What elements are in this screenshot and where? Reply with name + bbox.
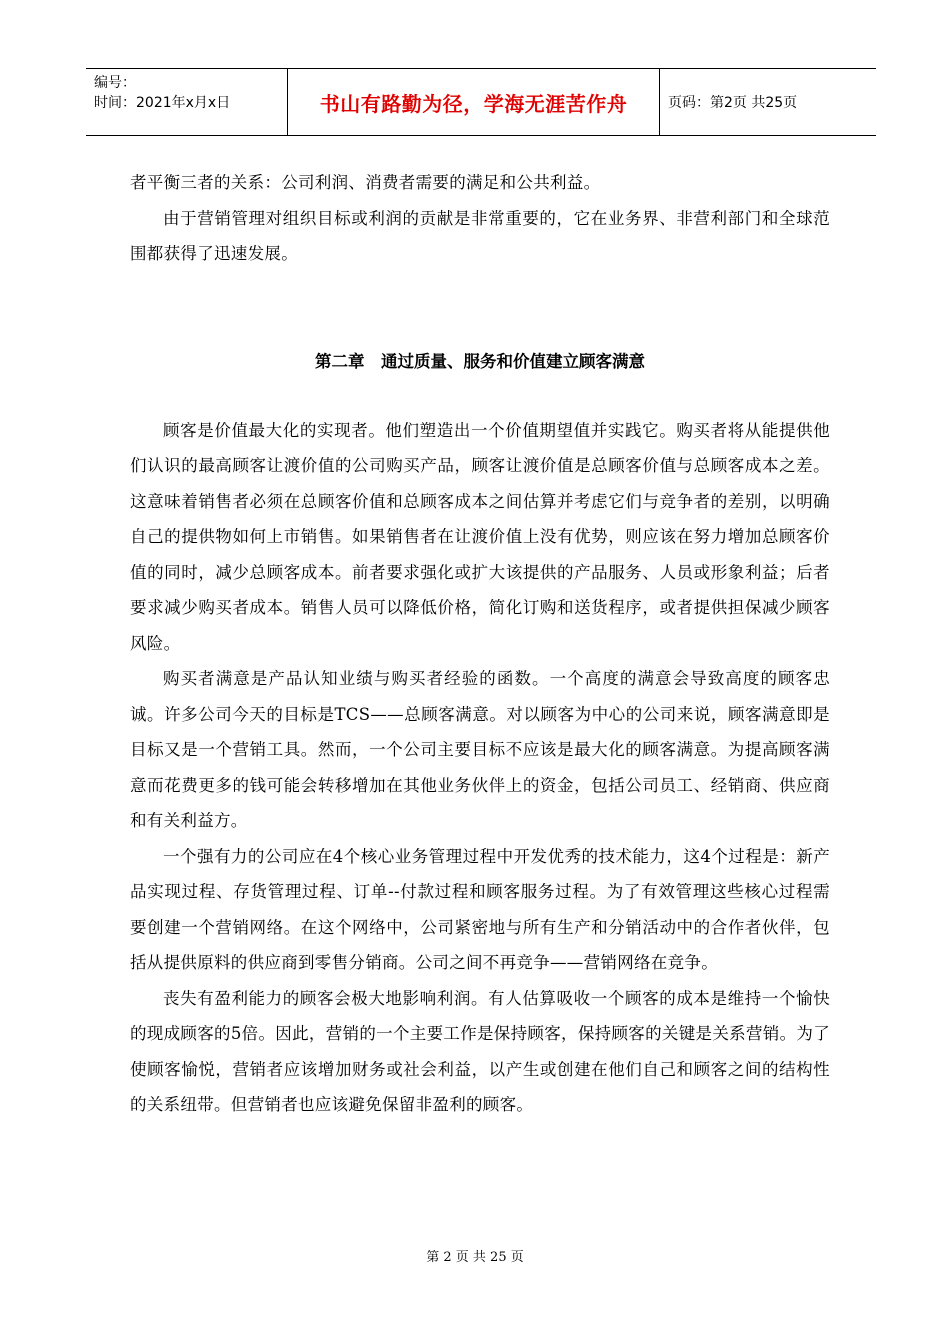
intro-paragraph: 由于营销管理对组织目标或利润的贡献是非常重要的，它在业务界、非营利部门和全球范围都获得了迅速发展。 bbox=[130, 208, 830, 263]
intro-paragraph-continued: 者平衡三者的关系：公司利润、消费者需要的满足和公共利益。 bbox=[130, 173, 601, 192]
page-footer: 第 2 页 共 25 页 bbox=[426, 1250, 524, 1265]
body-paragraph: 丧失有盈利能力的顾客会极大地影响利润。有人估算吸收一个顾客的成本是维持一个愉快的现成顾客的5倍。因此，营销的一个主要工作是保持顾客，保持顾客的关键是关系营销。为了使顾客愉悦，营销者应该增加财务或社会利益，以产生或创建在他们自己和顾客之间的结构性的关系纽带。但营销者也应该避免保留非盈利的顾客。 bbox=[130, 988, 830, 1114]
header-meta-cell bbox=[86, 69, 288, 135]
header-page-info: 页码：第2页 共25页 bbox=[668, 95, 798, 111]
page-header bbox=[86, 68, 876, 136]
header-motto: 书山有路勤为径，学海无涯苦作舟 bbox=[288, 69, 660, 135]
time-label: 时间：2021年x月x日 bbox=[94, 95, 231, 111]
body-paragraph: 顾客是价值最大化的实现者。他们塑造出一个价值期望值并实践它。购买者将从能提供他们认识的最高顾客让渡价值的公司购买产品，顾客让渡价值是总顾客价值与总顾客成本之差。这意味着销售者必须在总顾客价值和总顾客成本之间估算并考虑它们与竞争者的差别，以明确自己的提供物如何上市销售。如果销售者在让渡价值上没有优势，则应该在努力增加总顾客价值的同时，减少总顾客成本。前者要求强化或扩大该提供的产品服务、人员或形象利益；后者要求减少购买者成本。销售人员可以降低价格，简化订购和送货程序，或者提供担保减少顾客风险。 bbox=[130, 420, 830, 653]
chapter-title: 第二章 通过质量、服务和价值建立顾客满意 bbox=[315, 351, 645, 371]
body-paragraph: 购买者满意是产品认知业绩与购买者经验的函数。一个高度的满意会导致高度的顾客忠诚。许多公司今天的目标是TCS——总顾客满意。对以顾客为中心的公司来说，顾客满意即是目标又是一个营销工具。然而，一个公司主要目标不应该是最大化的顾客满意。为提高顾客满意而花费更多的钱可能会转移增加在其他业务伙伴上的资金，包括公司员工、经销商、供应商和有关利益方。 bbox=[130, 669, 830, 830]
code-label: 编号： bbox=[94, 75, 136, 91]
body-paragraph: 一个强有力的公司应在4个核心业务管理过程中开发优秀的技术能力，这4个过程是：新产品实现过程、存货管理过程、订单--付款过程和顾客服务过程。为了有效管理这些核心过程需要创建一个营销网络。在这个网络中，公司紧密地与所有生产和分销活动中的合作者伙伴，包括从提供原料的供应商到零售分销商。公司之间不再竞争——营销网络在竞争。 bbox=[130, 846, 830, 972]
document-body bbox=[130, 165, 830, 1123]
